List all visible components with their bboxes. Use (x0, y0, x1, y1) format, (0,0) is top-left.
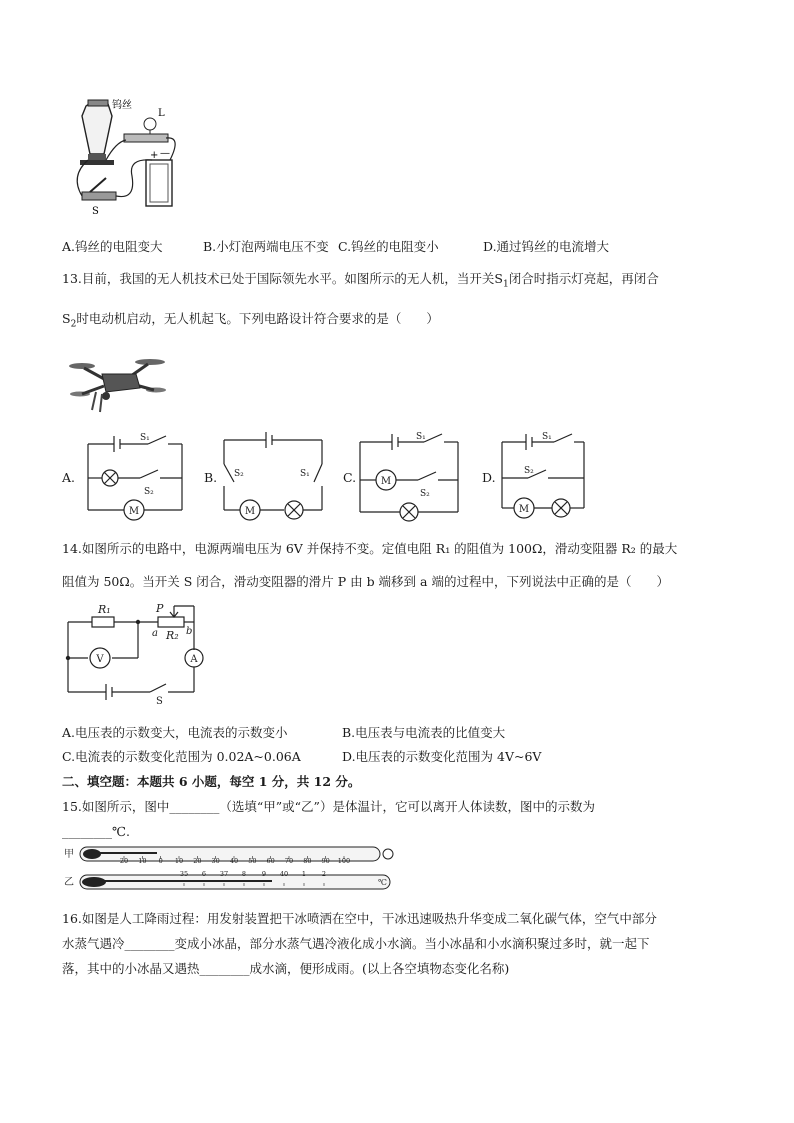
p-label: P (156, 602, 164, 615)
q13-sub-2: 2 (70, 319, 77, 330)
q13-sub-1: 1 (502, 279, 509, 290)
circuit-d-motor-label: M (518, 504, 530, 515)
circuit-b-motor-label: M (244, 506, 256, 517)
q16-stem-line1: 16.如图是人工降雨过程：用发射装置把干冰喷洒在空中，干冰迅速吸热升华变成二氧化碳气体，空气中部分 (62, 911, 657, 926)
q13-circuit-a (84, 428, 188, 524)
circuit-c-drawing (356, 428, 464, 524)
minus-label: — (160, 148, 170, 159)
filament-label: 钨丝 (112, 100, 132, 111)
q14-stem-line1: 14.如图所示的电路中，电源两端电压为 6V 并保持不变。定值电阻 R₁ 的阻值为 100Ω，滑动变阻器 R₂ 的最大 (62, 541, 678, 556)
thermometer-jia-label: 甲 (64, 849, 74, 860)
scale-label: 100 (337, 857, 351, 865)
q13-text-2a: S (62, 311, 71, 326)
r1-label: R₁ (98, 603, 111, 616)
q14-option-row1 (62, 724, 506, 742)
q13-label-d[interactable]: D. (482, 470, 496, 485)
q12-option-c[interactable]: C.钨丝的电阻变小 (338, 239, 439, 254)
circuit-c-s1-label: S₁ (416, 432, 426, 442)
tungsten-circuit-drawing (66, 96, 196, 221)
scale-label: 6 (201, 870, 207, 878)
circuit-c-motor-label: M (380, 476, 392, 487)
circuit-d-s2-label: S₂ (524, 466, 534, 476)
q13-label-c[interactable]: C. (343, 470, 357, 485)
q12-option-a[interactable]: A.钨丝的电阻变大 (62, 239, 163, 254)
circuit-d-s1-label: S₁ (542, 432, 552, 442)
q14-circuit-drawing (62, 600, 212, 707)
q16-stem-line3: 落，其中的小冰晶又遇热________成水滴，便形成雨。(以上各空填物态变化名称) (62, 961, 510, 976)
q15-stem-line1: 15.如图所示，图中________（选填“甲”或“乙”）是体温计，它可以离开人体读数，图中的示数为 (62, 799, 595, 814)
thermometer-yi-label: 乙 (64, 877, 74, 888)
r2-label: R₂ (166, 629, 179, 642)
scale-label: 20 (119, 857, 129, 865)
thermometers-figure (62, 843, 402, 893)
plus-label: + (150, 150, 159, 161)
scale-label: 9 (261, 870, 267, 878)
scale-label: 37 (219, 870, 229, 878)
tungsten-circuit-figure (66, 96, 196, 221)
circuit-c-s2-label: S₂ (420, 489, 430, 499)
q14-option-c[interactable]: C.电流表的示数变化范围为 0.02A~0.06A (62, 749, 301, 764)
scale-label: 20 (193, 857, 202, 865)
switch-label: S (92, 206, 99, 217)
q14-option-d[interactable]: D.电压表的示数变化范围为 4V~6V (342, 749, 542, 764)
circuit-b-s2-label: S₂ (234, 469, 244, 479)
scale-label: 10 (138, 857, 147, 865)
circuit-a-motor-label: M (128, 506, 140, 517)
q13-circuit-d (498, 428, 588, 524)
q14-circuit-figure (62, 600, 212, 707)
drone-drawing (66, 352, 170, 414)
scale-label: 50 (248, 857, 257, 865)
drone-image (66, 352, 170, 414)
q12-options (0, 237, 794, 255)
q13-stem-line2 (62, 310, 439, 334)
circuit-b-drawing (220, 428, 328, 524)
switch-s-label: S (156, 696, 163, 707)
q16-stem-line2: 水蒸气遇冷________变成小冰晶，部分水蒸气遇冷液化成小水滴。当小冰晶和小水滴积聚过多时，就一起下 (62, 936, 650, 951)
q14-option-b[interactable]: B.电压表与电流表的比值变大 (342, 725, 506, 740)
q13-circuit-b (220, 428, 328, 524)
scale-label: 0 (158, 857, 163, 865)
voltmeter-label: V (96, 654, 104, 665)
section2-heading: 二、填空题：本题共 6 小题，每空 1 分，共 12 分。 (62, 774, 361, 789)
q13-circuit-c (356, 428, 464, 524)
q14-option-a[interactable]: A.电压表的示数变大，电流表的示数变小 (62, 725, 288, 740)
scale-label: 90 (321, 857, 330, 865)
ammeter-label: A (190, 654, 198, 665)
q13-text-1: 13.目前，我国的无人机技术已处于国际领先水平。如图所示的无人机，当开关S (62, 271, 503, 286)
thermometers-drawing (62, 843, 402, 893)
q12-option-d[interactable]: D.通过钨丝的电流增大 (483, 239, 610, 254)
circuit-d-drawing (498, 428, 588, 524)
circuit-a-drawing (84, 428, 188, 524)
q15-stem-line2: ________℃. (62, 824, 130, 839)
q13-label-a[interactable]: A. (62, 470, 76, 485)
b-end-label: b (186, 626, 193, 637)
circuit-a-s2-label: S₂ (144, 487, 154, 497)
scale-label: 1 (301, 870, 307, 878)
thermometer-yi-unit: ℃ (378, 878, 387, 887)
scale-label: 35 (179, 870, 189, 878)
scale-label: 2 (321, 870, 327, 878)
q13-text-2: 时电动机启动，无人机起飞。下列电路设计符合要求的是（ ） (76, 311, 439, 326)
circuit-a-s1-label: S₁ (140, 433, 150, 443)
scale-label: 30 (211, 857, 220, 865)
scale-label: 40 (229, 857, 239, 865)
scale-label: 8 (241, 870, 247, 878)
q13-stem-line1 (62, 270, 659, 294)
q14-stem-line2: 阻值为 50Ω。当开关 S 闭合，滑动变阻器的滑片 P 由 b 端移到 a 端的过程中，下列说法中正确的是（ ） (62, 574, 669, 589)
scale-label: 60 (266, 857, 275, 865)
q14-option-row2 (62, 748, 542, 766)
q13-label-b[interactable]: B. (204, 470, 218, 485)
scale-label: 40 (279, 870, 289, 878)
lamp-label: L (158, 108, 165, 119)
scale-label: 70 (284, 857, 294, 865)
q12-option-b[interactable]: B.小灯泡两端电压不变 (203, 239, 329, 254)
q13-text-1b: 闭合时指示灯亮起，再闭合 (508, 271, 659, 286)
scale-label: 10 (174, 857, 184, 865)
circuit-b-s1-label: S₁ (300, 469, 310, 479)
scale-label: 80 (303, 857, 312, 865)
a-end-label: a (152, 628, 158, 639)
